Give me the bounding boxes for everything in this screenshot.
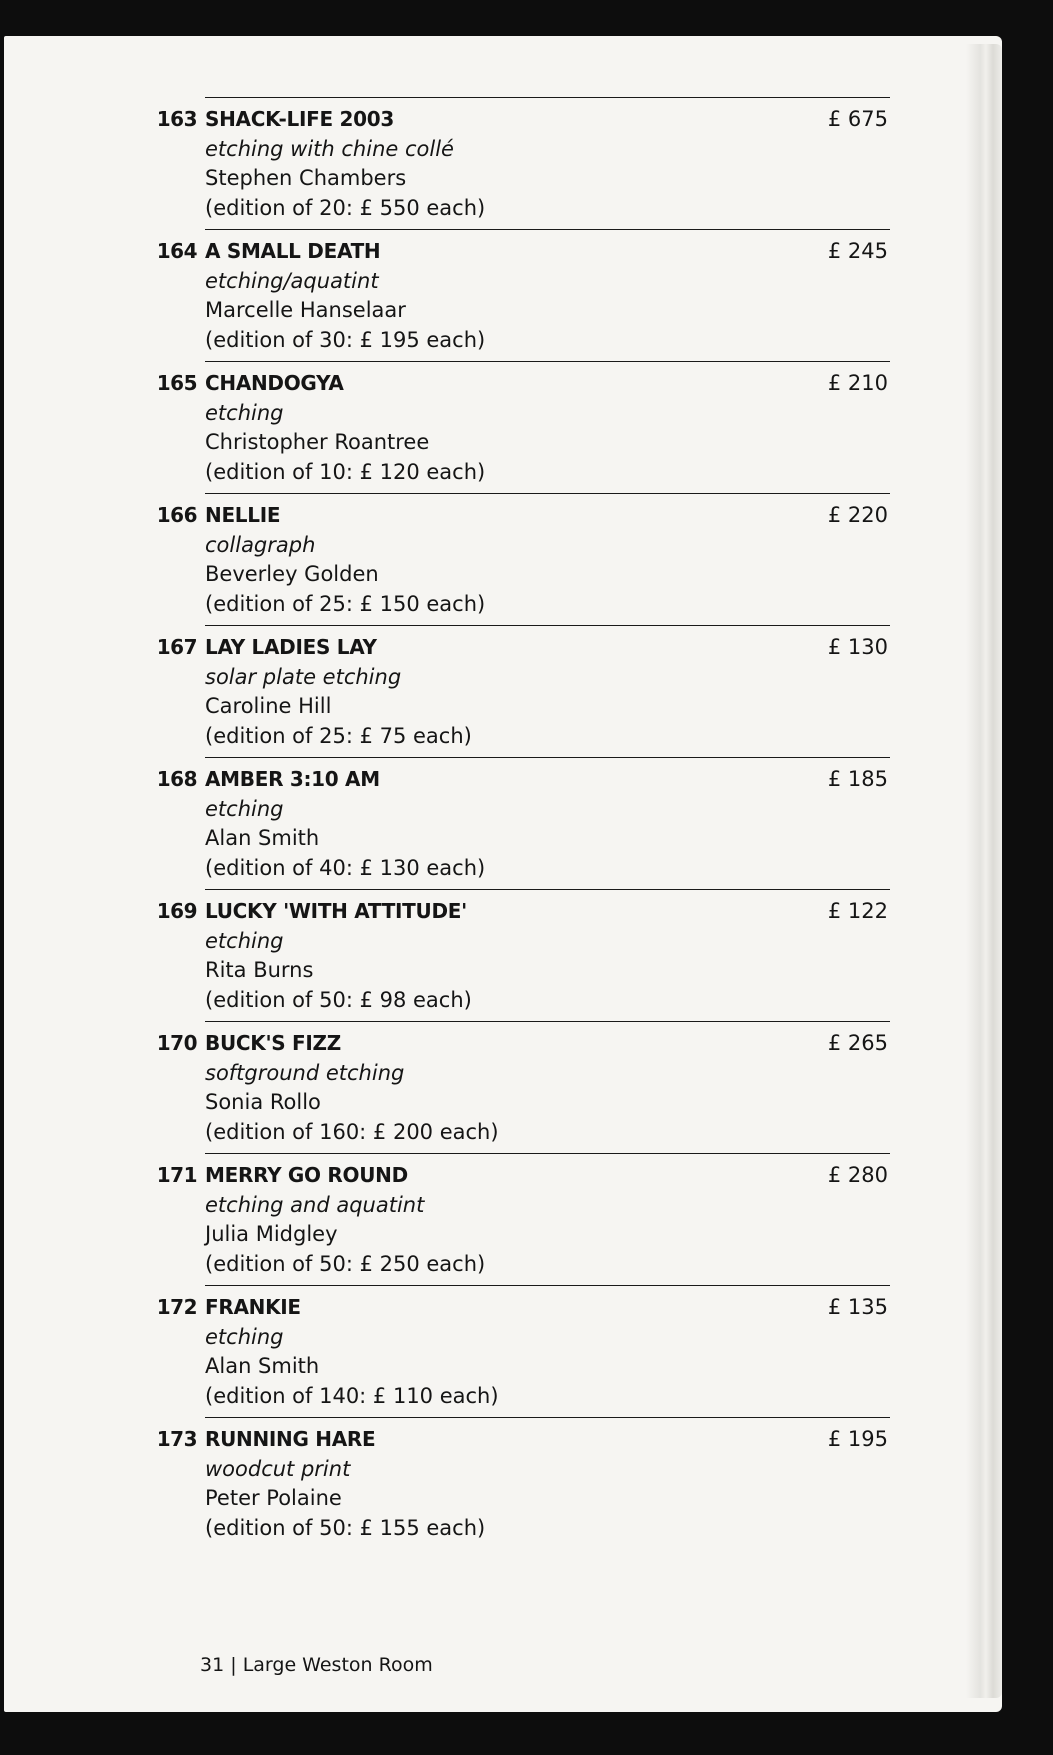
page-edge	[966, 44, 1002, 1698]
entry-details	[205, 1425, 485, 1543]
entry-edition: (edition of 25: £ 150 each)	[205, 591, 486, 616]
entry-artist: Alan Smith	[205, 826, 320, 850]
entry-price: £ 122	[827, 899, 888, 923]
entry-price: £ 265	[827, 1031, 888, 1055]
entry-number: 163	[156, 107, 197, 131]
catalogue-entry-164	[145, 229, 890, 352]
entry-medium: softground etching	[205, 1060, 405, 1085]
entry-divider	[205, 361, 890, 362]
catalogue-entry-166	[145, 493, 890, 616]
entry-medium: collagraph	[205, 532, 316, 557]
entry-divider	[205, 625, 890, 626]
entry-details	[205, 105, 485, 223]
entry-divider	[205, 229, 890, 230]
entry-divider	[205, 1153, 890, 1154]
entry-edition: (edition of 20: £ 550 each)	[205, 195, 486, 220]
entry-divider	[205, 493, 890, 494]
entry-details	[205, 237, 485, 355]
room-name: Large Weston Room	[242, 1654, 433, 1676]
entry-edition: (edition of 50: £ 98 each)	[205, 987, 472, 1012]
entry-title: NELLIE	[205, 503, 281, 527]
entry-edition: (edition of 50: £ 155 each)	[205, 1515, 486, 1540]
entry-price: £ 280	[827, 1163, 888, 1187]
entry-edition: (edition of 140: £ 110 each)	[205, 1383, 499, 1408]
footer-separator: |	[230, 1654, 237, 1676]
entry-price: £ 210	[827, 371, 888, 395]
entry-price: £ 675	[827, 107, 888, 131]
entry-number: 167	[156, 635, 197, 659]
entry-divider	[205, 757, 890, 758]
entry-title: FRANKIE	[205, 1295, 301, 1319]
entry-title: LAY LADIES LAY	[205, 635, 377, 659]
entry-title: AMBER 3:10 AM	[205, 767, 380, 791]
entry-number: 164	[156, 239, 197, 263]
entry-divider	[205, 97, 890, 98]
entry-artist: Alan Smith	[205, 1354, 320, 1378]
entry-edition: (edition of 10: £ 120 each)	[205, 459, 486, 484]
entry-title: CHANDOGYA	[205, 371, 344, 395]
entry-artist: Stephen Chambers	[205, 166, 407, 190]
entry-details	[205, 897, 472, 1015]
catalogue-entry-173	[145, 1417, 890, 1540]
entry-number: 170	[156, 1031, 197, 1055]
entry-details	[205, 1029, 499, 1147]
entry-edition: (edition of 25: £ 75 each)	[205, 723, 472, 748]
entry-title: MERRY GO ROUND	[205, 1163, 408, 1187]
entry-price: £ 130	[827, 635, 888, 659]
entry-edition: (edition of 50: £ 250 each)	[205, 1251, 486, 1276]
page-footer	[200, 1654, 433, 1676]
catalogue-entry-165	[145, 361, 890, 484]
entry-medium: etching and aquatint	[205, 1192, 425, 1217]
catalogue-entry-167	[145, 625, 890, 748]
entry-number: 165	[156, 371, 197, 395]
entry-title: LUCKY 'WITH ATTITUDE'	[205, 899, 467, 923]
entry-artist: Marcelle Hanselaar	[205, 298, 406, 322]
catalogue-entry-168	[145, 757, 890, 880]
entry-details	[205, 501, 485, 619]
entry-details	[205, 1161, 485, 1279]
entry-medium: etching	[205, 796, 284, 821]
entry-medium: etching/aquatint	[205, 268, 379, 293]
entry-artist: Caroline Hill	[205, 694, 332, 718]
entry-details	[205, 1293, 499, 1411]
entry-title: RUNNING HARE	[205, 1427, 376, 1451]
entry-title: SHACK-LIFE 2003	[205, 107, 394, 131]
entry-medium: woodcut print	[205, 1456, 351, 1481]
entry-medium: etching with chine collé	[205, 136, 454, 161]
entry-artist: Julia Midgley	[205, 1222, 338, 1246]
entry-title: BUCK'S FIZZ	[205, 1031, 341, 1055]
entry-divider	[205, 1417, 890, 1418]
entry-artist: Sonia Rollo	[205, 1090, 321, 1114]
entry-medium: etching	[205, 400, 284, 425]
entry-price: £ 220	[827, 503, 888, 527]
entry-number: 172	[156, 1295, 197, 1319]
entry-edition: (edition of 160: £ 200 each)	[205, 1119, 499, 1144]
entry-edition: (edition of 30: £ 195 each)	[205, 327, 486, 352]
entry-medium: solar plate etching	[205, 664, 402, 689]
entry-title: A SMALL DEATH	[205, 239, 381, 263]
catalogue-entry-172	[145, 1285, 890, 1408]
catalogue-entry-170	[145, 1021, 890, 1144]
catalogue-entry-163	[145, 97, 890, 220]
entry-number: 168	[156, 767, 197, 791]
entry-artist: Beverley Golden	[205, 562, 379, 586]
entry-artist: Rita Burns	[205, 958, 314, 982]
entry-price: £ 185	[827, 767, 888, 791]
entry-edition: (edition of 40: £ 130 each)	[205, 855, 486, 880]
entry-number: 166	[156, 503, 197, 527]
entry-number: 171	[156, 1163, 197, 1187]
entry-details	[205, 765, 485, 883]
catalogue-entry-171	[145, 1153, 890, 1276]
entry-artist: Peter Polaine	[205, 1486, 342, 1510]
entry-artist: Christopher Roantree	[205, 430, 430, 454]
entry-divider	[205, 889, 890, 890]
entry-medium: etching	[205, 1324, 284, 1349]
page-number: 31	[200, 1654, 225, 1676]
entry-price: £ 195	[827, 1427, 888, 1451]
entry-medium: etching	[205, 928, 284, 953]
entry-price: £ 245	[827, 239, 888, 263]
entry-details	[205, 633, 472, 751]
entry-details	[205, 369, 485, 487]
entry-divider	[205, 1285, 890, 1286]
entry-number: 169	[156, 899, 197, 923]
entry-number: 173	[156, 1427, 197, 1451]
entry-price: £ 135	[827, 1295, 888, 1319]
entry-divider	[205, 1021, 890, 1022]
catalogue-entry-169	[145, 889, 890, 1012]
